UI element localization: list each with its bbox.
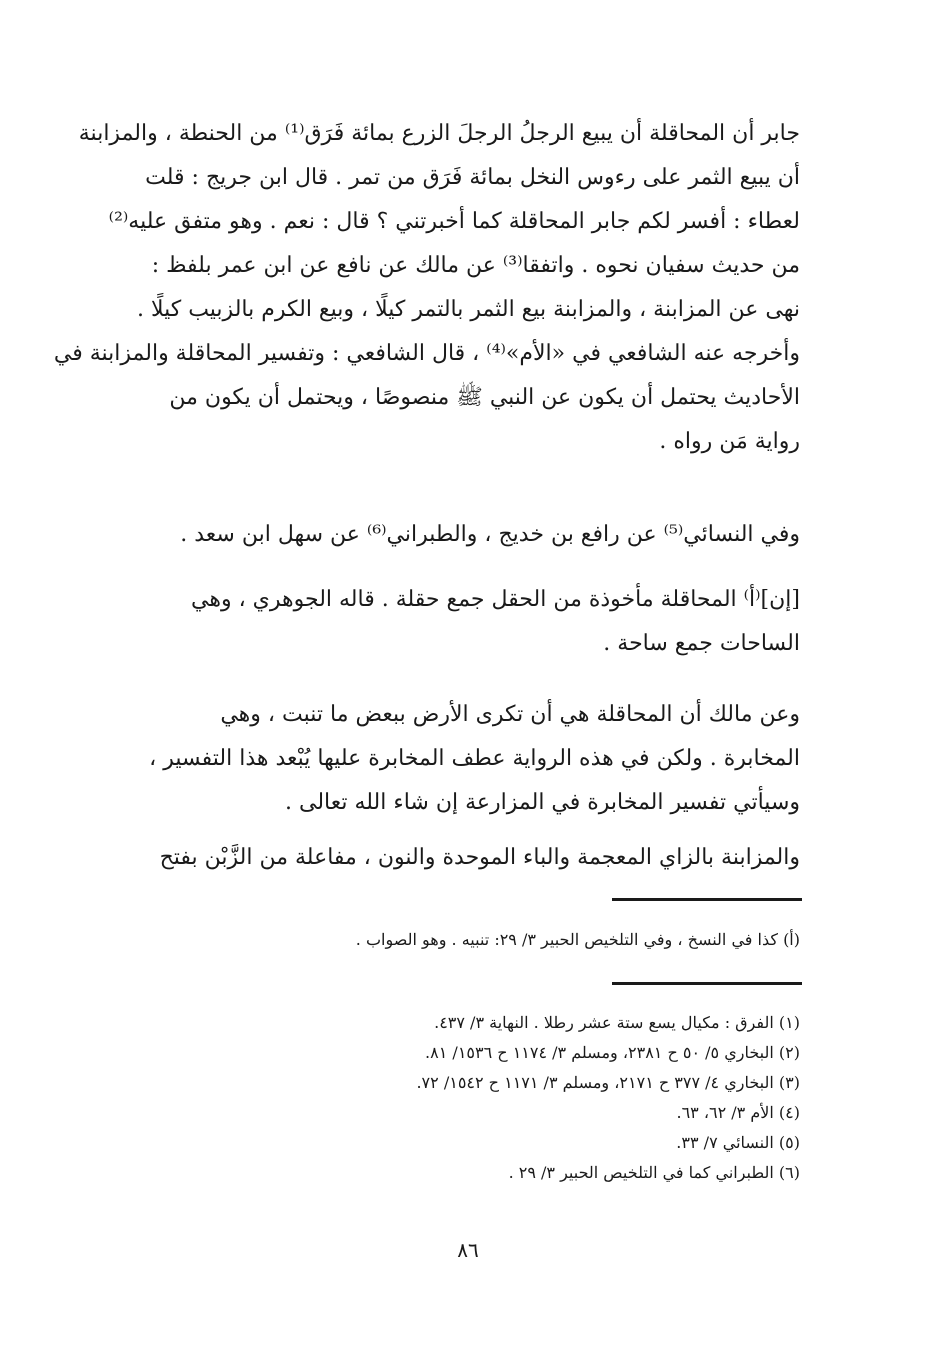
paragraph-1 <box>53 112 800 464</box>
paragraph-3 <box>138 578 800 666</box>
footnote: (٥) النسائي ٧/ ٣٣. <box>676 1133 800 1152</box>
text-line: وعن مالك أن المحاقلة هي أن تكرى الأرض ببعض ما تنبت ، وهي <box>220 702 800 727</box>
footnote: (١) الفرق : مكيال يسع ستة عشر رطلا . النهاية ٣/ ٤٣٧. <box>434 1013 800 1032</box>
text-line: لعطاء : أفسر لكم جابر المحاقلة كما أخبرتني ؟ قال : نعم . وهو متفق عليه⁽²⁾ <box>108 209 800 234</box>
footnote-divider <box>612 982 802 985</box>
text-line: من حديث سفيان نحوه . واتفقا⁽³⁾ عن مالك عن نافع عن ابن عمر بلفظ : <box>151 253 800 278</box>
text-line: أن يبيع الثمر على رءوس النخل بمائة فَرَق من تمر . قال ابن جريج : قلت <box>145 165 800 190</box>
editor-note <box>138 925 800 955</box>
text-line: جابر أن المحاقلة أن يبيع الرجلُ الرجلَ الزرع بمائة فَرَق⁽¹⁾ من الحنطة ، والمزابنة <box>78 121 800 146</box>
editor-note-text: (أ) كذا في النسخ ، وفي التلخيص الحبير ٣/ ٢٩: تنبيه . وهو الصواب . <box>355 930 800 949</box>
paragraph-4 <box>138 693 800 825</box>
text-line: وأخرجه عنه الشافعي في «الأم»⁽⁴⁾ ، قال الشافعي : وتفسير المحاقلة والمزابنة في <box>53 341 800 366</box>
text-line: والمزابنة بالزاي المعجمة والباء الموحدة والنون ، مفاعلة من الزَّبْن بفتح <box>159 845 800 870</box>
text-line: نهى عن المزابنة ، والمزابنة بيع الثمر بالتمر كيلًا ، وبيع الكرم بالزبيب كيلًا . <box>136 297 800 322</box>
footnote: (٤) الأم ٣/ ٦٢، ٦٣. <box>676 1103 800 1122</box>
paragraph-2 <box>138 513 800 557</box>
text-line: المخابرة . ولكن في هذه الرواية عطف المخابرة عليها يُبْعد هذا التفسير ، <box>149 746 800 771</box>
text-line: [إن]⁽أ⁾ المحاقلة مأخوذة من الحقل جمع حقلة . قاله الجوهري ، وهي <box>191 587 800 612</box>
text-line: رواية مَن رواه . <box>659 429 800 454</box>
paragraph-5 <box>138 836 800 880</box>
text-line: الأحاديث يحتمل أن يكون عن النبي ﷺ منصوصًا ، ويحتمل أن يكون من <box>169 385 800 410</box>
footnote: (٦) الطبراني كما في التلخيص الحبير ٣/ ٢٩ . <box>508 1163 800 1182</box>
text-line: الساحات جمع ساحة . <box>603 631 800 656</box>
footnote-divider <box>612 898 802 901</box>
text-line: وفي النسائي⁽⁵⁾ عن رافع بن خديج ، والطبراني⁽⁶⁾ عن سهل ابن سعد . <box>180 522 800 547</box>
text-line: وسيأتي تفسير المخابرة في المزارعة إن شاء الله تعالى . <box>285 790 800 815</box>
footnote: (٢) البخاري ٥/ ٥٠ ح ٢٣٨١، ومسلم ٣/ ١١٧٤ ح ١٥٣٦/ ٨١. <box>425 1043 800 1062</box>
footnote: (٣) البخاري ٤/ ٣٧٧ ح ٢١٧١، ومسلم ٣/ ١١٧١ ح ١٥٤٢/ ٧٢. <box>416 1073 800 1092</box>
page-number: ٨٦ <box>457 1238 479 1262</box>
footnotes <box>138 1008 800 1188</box>
